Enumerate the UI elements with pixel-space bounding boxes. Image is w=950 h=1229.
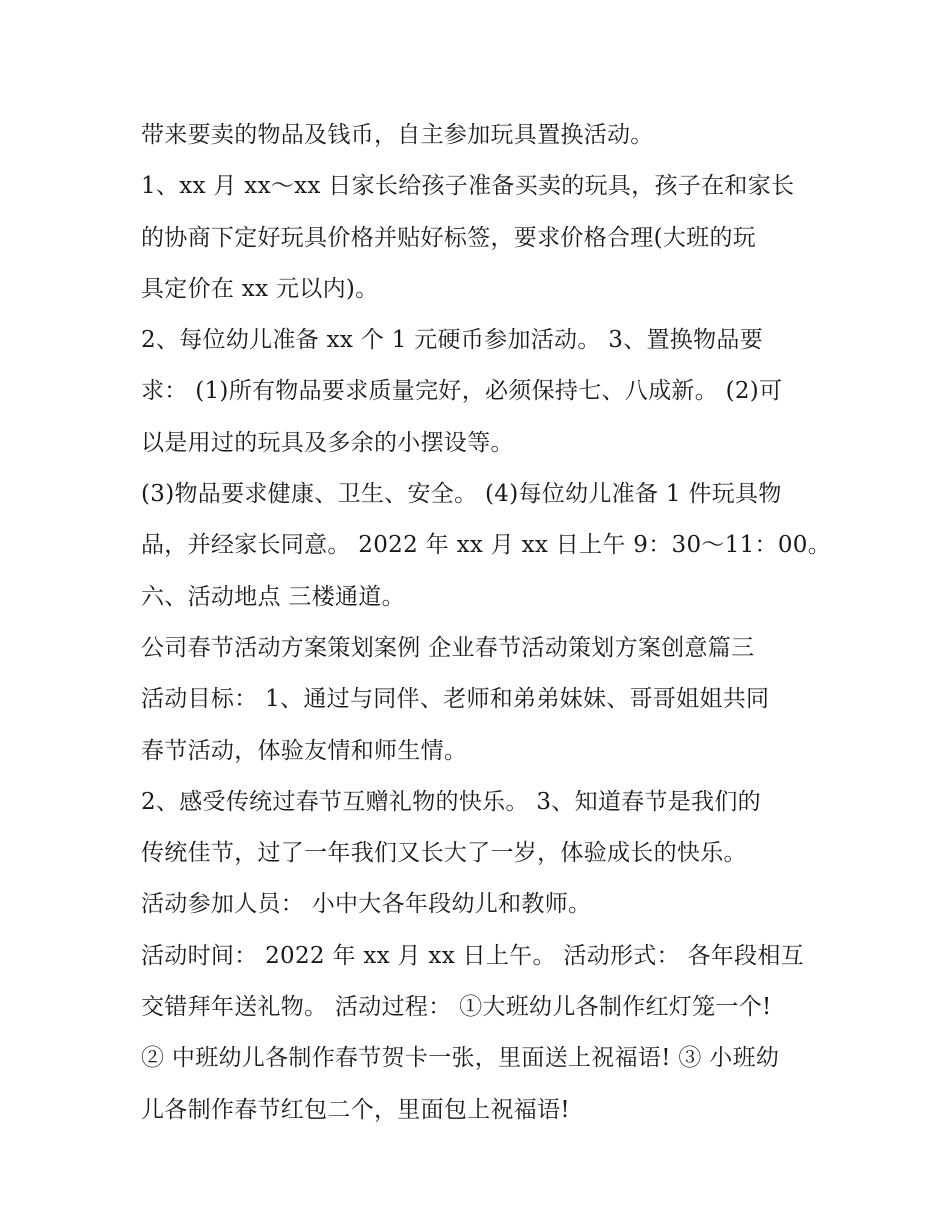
text-line-12: 活动目标： 1、通过与同伴、老师和弟弟妹妹、哥哥姐姐共同	[141, 686, 770, 713]
text-line-15: 传统佳节，过了一年我们又长大了一岁，体验成长的快乐。	[141, 840, 747, 867]
text-line-1: 带来要卖的物品及钱币，自主参加玩具置换活动。	[141, 122, 654, 148]
text-line-16: 活动参加人员： 小中大各年段幼儿和教师。	[141, 891, 592, 918]
text-line-5: 2、每位幼儿准备 xx 个 1 元硬币参加活动。 3、置换物品要	[141, 327, 763, 354]
text-line-10: 六、活动地点 三楼通道。	[141, 583, 405, 610]
text-line-18: 交错拜年送礼物。 活动过程： ①大班幼儿各制作红灯笼一个!	[141, 994, 772, 1021]
text-line-9: 品，并经家长同意。 2022 年 xx 月 xx 日上午 9：30～11：00。	[141, 532, 832, 559]
text-line-14: 2、感受传统过春节互赠礼物的快乐。 3、知道春节是我们的	[141, 788, 761, 815]
text-line-8: (3)物品要求健康、卫生、安全。 (4)每位幼儿准备 1 件玩具物	[141, 481, 782, 508]
text-line-13: 春节活动，体验友情和师生情。	[141, 737, 468, 764]
text-line-20: 儿各制作春节红包二个，里面包上祝福语!	[141, 1096, 570, 1123]
text-line-3: 的协商下定好玩具价格并贴好标签，要求价格合理(大班的玩	[141, 224, 757, 251]
text-line-11: 公司春节活动方案策划案例 企业春节活动策划方案创意篇三	[141, 634, 755, 661]
text-line-19: ② 中班幼儿各制作春节贺卡一张，里面送上祝福语! ③ 小班幼	[141, 1045, 780, 1072]
document-body	[141, 110, 832, 1136]
text-line-7: 以是用过的玩具及多余的小摆设等。	[141, 429, 514, 456]
text-line-4: 具定价在 xx 元以内)。	[141, 275, 379, 302]
text-line-6: 求： (1)所有物品要求质量完好，必须保持七、八成新。 (2)可	[141, 378, 783, 405]
text-line-2: 1、xx 月 xx～xx 日家长给孩子准备买卖的玩具，孩子在和家长	[141, 173, 795, 200]
text-line-17: 活动时间： 2022 年 xx 月 xx 日上午。 活动形式： 各年段相互	[141, 942, 805, 969]
